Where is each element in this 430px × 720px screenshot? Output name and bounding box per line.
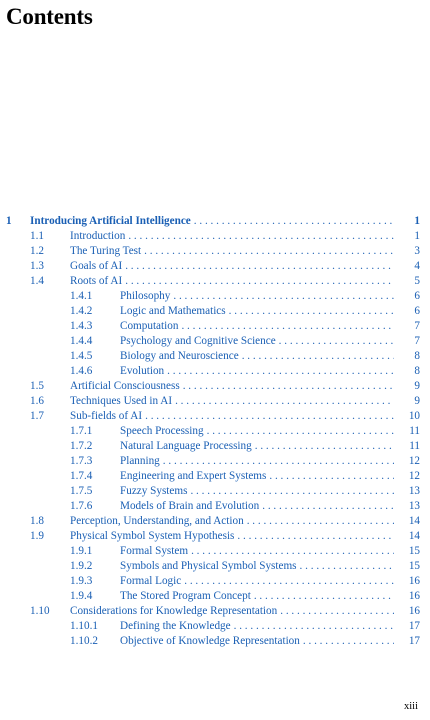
toc-entry-page: 1 <box>414 230 420 242</box>
toc-entry-page: 11 <box>409 440 420 452</box>
toc-entry-link[interactable] <box>120 334 420 349</box>
toc-entry-page: 16 <box>408 605 420 617</box>
toc-entry-page: 12 <box>408 470 420 482</box>
toc-entry-title: Perception, Understanding, and Action <box>70 515 244 527</box>
page-number: xiii <box>403 701 418 712</box>
toc-subsection-row <box>6 319 420 334</box>
toc-entry-page: 16 <box>408 590 420 602</box>
toc-entry-title: Fuzzy Systems <box>120 485 188 497</box>
toc-entry-title: Introducing Artificial Intelligence <box>30 215 191 227</box>
toc-entry-link[interactable] <box>120 589 420 604</box>
toc-entry-page: 13 <box>408 500 420 512</box>
toc-entry-page: 15 <box>408 545 420 557</box>
toc-entry-number: 1.4 <box>30 275 44 287</box>
toc-chapter-row <box>6 214 420 229</box>
toc-subsection-row <box>6 289 420 304</box>
toc-entry-title: Natural Language Processing <box>120 440 252 452</box>
dot-leader <box>204 424 394 439</box>
toc-entry-number: 1.3 <box>30 260 44 272</box>
toc-entry-title: Defining the Knowledge <box>120 620 231 632</box>
toc-entry-title: Techniques Used in AI <box>70 395 173 407</box>
toc-entry-number: 1.4.2 <box>70 305 93 317</box>
toc-entry-page: 6 <box>414 290 420 302</box>
toc-entry-title: Sub-fields of AI <box>70 410 143 422</box>
dot-leader <box>187 484 394 499</box>
toc-entry-number: 1.4.5 <box>70 350 93 362</box>
toc-entry-link[interactable] <box>30 214 420 229</box>
toc-entry-title: Biology and Neuroscience <box>120 350 239 362</box>
toc-entry-page: 1 <box>414 215 420 227</box>
toc-entry-page: 9 <box>414 380 420 392</box>
dot-leader <box>180 379 394 394</box>
toc-entry-number: 1.7.6 <box>70 500 93 512</box>
toc-subsection-row <box>6 499 420 514</box>
toc-entry-title: Roots of AI <box>70 275 123 287</box>
toc-subsection-row <box>6 349 420 364</box>
toc-entry-title: Engineering and Expert Systems <box>120 470 267 482</box>
toc-entry-link[interactable] <box>70 259 420 274</box>
toc-entry-number: 1.7.5 <box>70 485 93 497</box>
dot-leader <box>142 409 394 424</box>
toc-entry-page: 7 <box>414 320 420 332</box>
toc-entry-number: 1.1 <box>30 230 44 242</box>
toc-entry-number: 1.7.1 <box>70 425 93 437</box>
toc-entry-page: 17 <box>408 620 420 632</box>
toc-entry-page: 11 <box>409 425 420 437</box>
toc-subsection-row <box>6 574 420 589</box>
dot-leader <box>244 514 394 529</box>
toc-section-row <box>6 409 420 424</box>
toc-entry-number: 1.10.2 <box>70 635 98 647</box>
toc-entry-page: 5 <box>414 275 420 287</box>
toc-entry-page: 8 <box>414 365 420 377</box>
toc-entry-title: Introduction <box>70 230 126 242</box>
toc-entry-page: 13 <box>408 485 420 497</box>
page-title: Contents <box>6 4 93 29</box>
toc-entry-link[interactable] <box>120 469 420 484</box>
toc-entry-number: 1.9.3 <box>70 575 93 587</box>
toc-subsection-row <box>6 589 420 604</box>
toc-entry-page: 16 <box>408 575 420 587</box>
toc-entry-title: Goals of AI <box>70 260 123 272</box>
toc-entry-number: 1.7.4 <box>70 470 93 482</box>
toc-entry-title: Physical Symbol System Hypothesis <box>70 530 235 542</box>
dot-leader <box>122 259 394 274</box>
toc-entry-number: 1.4.3 <box>70 320 93 332</box>
toc-entry-link[interactable] <box>120 364 420 379</box>
toc-entry-title: Evolution <box>120 365 165 377</box>
toc-entry-link[interactable] <box>70 229 420 244</box>
toc-section-row <box>6 394 420 409</box>
toc-entry-page: 8 <box>414 350 420 362</box>
toc-entry-title: Psychology and Cognitive Science <box>120 335 276 347</box>
toc-entry-title: Objective of Knowledge Representation <box>120 635 300 647</box>
toc-entry-title: Speech Processing <box>120 425 204 437</box>
dot-leader <box>266 469 394 484</box>
toc-subsection-row <box>6 544 420 559</box>
toc-entry-page: 3 <box>414 245 420 257</box>
table-of-contents <box>6 214 420 649</box>
dot-leader <box>276 334 394 349</box>
toc-entry-link[interactable] <box>120 499 420 514</box>
toc-entry-title: The Stored Program Concept <box>120 590 251 602</box>
toc-entry-link[interactable] <box>120 484 420 499</box>
toc-entry-link[interactable] <box>120 319 420 334</box>
toc-entry-link[interactable] <box>120 574 420 589</box>
toc-section-row <box>6 274 420 289</box>
toc-entry-link[interactable] <box>120 544 420 559</box>
toc-section-row <box>6 229 420 244</box>
toc-entry-number: 1.4.6 <box>70 365 93 377</box>
dot-leader <box>170 289 394 304</box>
dot-leader <box>234 529 394 544</box>
toc-section-row <box>6 604 420 619</box>
toc-entry-link[interactable] <box>70 244 420 259</box>
toc-entry-number: 1.6 <box>30 395 44 407</box>
toc-subsection-row <box>6 559 420 574</box>
toc-section-row <box>6 379 420 394</box>
dot-leader <box>252 439 394 454</box>
toc-subsection-row <box>6 304 420 319</box>
toc-subsection-row <box>6 424 420 439</box>
toc-section-row <box>6 244 420 259</box>
dot-leader <box>181 574 394 589</box>
toc-entry-number: 1.9.4 <box>70 590 93 602</box>
dot-leader <box>231 619 394 634</box>
toc-entry-page: 14 <box>408 530 420 542</box>
toc-entry-title: The Turing Test <box>70 245 142 257</box>
toc-entry-link[interactable] <box>70 394 420 409</box>
toc-entry-title: Computation <box>120 320 179 332</box>
dot-leader <box>191 214 394 229</box>
dot-leader <box>172 394 394 409</box>
toc-entry-number: 1.5 <box>30 380 44 392</box>
dot-leader <box>160 454 394 469</box>
toc-subsection-row <box>6 619 420 634</box>
toc-entry-link[interactable] <box>70 274 420 289</box>
toc-entry-link[interactable] <box>70 409 420 424</box>
toc-entry-title: Formal Logic <box>120 575 182 587</box>
toc-entry-link[interactable] <box>120 439 420 454</box>
toc-entry-page: 9 <box>414 395 420 407</box>
toc-entry-page: 4 <box>414 260 420 272</box>
toc-entry-link[interactable] <box>120 349 420 364</box>
dot-leader <box>125 229 394 244</box>
toc-entry-link[interactable] <box>120 559 420 574</box>
toc-entry-title: Considerations for Knowledge Representation <box>70 605 278 617</box>
toc-subsection-row <box>6 364 420 379</box>
toc-entry-number: 1.4.1 <box>70 290 93 302</box>
toc-entry-link[interactable] <box>70 529 420 544</box>
toc-entry-link[interactable] <box>120 289 420 304</box>
dot-leader <box>297 559 394 574</box>
dot-leader <box>188 544 394 559</box>
toc-entry-number: 1.2 <box>30 245 44 257</box>
toc-entry-link[interactable] <box>70 379 420 394</box>
toc-entry-link[interactable] <box>70 514 420 529</box>
toc-entry-link[interactable] <box>120 619 420 634</box>
toc-entry-number: 1.10.1 <box>70 620 98 632</box>
toc-entry-number: 1.10 <box>30 605 50 617</box>
dot-leader <box>259 499 394 514</box>
dot-leader <box>239 349 394 364</box>
toc-subsection-row <box>6 439 420 454</box>
dot-leader <box>122 274 394 289</box>
toc-entry-number: 1.7 <box>30 410 44 422</box>
toc-entry-title: Models of Brain and Evolution <box>120 500 260 512</box>
toc-entry-number: 1.7.2 <box>70 440 93 452</box>
dot-leader <box>141 244 394 259</box>
toc-entry-link[interactable] <box>120 634 420 649</box>
toc-entry-number: 1.9.1 <box>70 545 93 557</box>
toc-subsection-row <box>6 454 420 469</box>
toc-entry-page: 12 <box>408 455 420 467</box>
toc-section-row <box>6 514 420 529</box>
toc-entry-link[interactable] <box>120 304 420 319</box>
toc-entry-link[interactable] <box>120 424 420 439</box>
dot-leader <box>164 364 394 379</box>
toc-entry-page: 17 <box>408 635 420 647</box>
toc-entry-title: Formal System <box>120 545 189 557</box>
toc-entry-page: 15 <box>408 560 420 572</box>
toc-section-row <box>6 259 420 274</box>
toc-entry-page: 14 <box>408 515 420 527</box>
toc-entry-title: Philosophy <box>120 290 171 302</box>
toc-entry-number: 1.9 <box>30 530 44 542</box>
toc-subsection-row <box>6 484 420 499</box>
toc-entry-title: Planning <box>120 455 160 467</box>
dot-leader <box>178 319 394 334</box>
toc-subsection-row <box>6 469 420 484</box>
toc-entry-number: 1 <box>6 215 12 227</box>
toc-entry-number: 1.7.3 <box>70 455 93 467</box>
dot-leader <box>277 604 394 619</box>
dot-leader <box>251 589 394 604</box>
toc-entry-page: 7 <box>414 335 420 347</box>
toc-entry-title: Artificial Consciousness <box>70 380 180 392</box>
toc-entry-page: 6 <box>414 305 420 317</box>
toc-section-row <box>6 529 420 544</box>
dot-leader <box>226 304 394 319</box>
toc-entry-page: 10 <box>408 410 420 422</box>
toc-entry-link[interactable] <box>120 454 420 469</box>
toc-entry-title: Logic and Mathematics <box>120 305 226 317</box>
toc-entry-title: Symbols and Physical Symbol Systems <box>120 560 297 572</box>
toc-subsection-row <box>6 334 420 349</box>
toc-entry-link[interactable] <box>70 604 420 619</box>
dot-leader <box>300 634 394 649</box>
toc-entry-number: 1.8 <box>30 515 44 527</box>
toc-entry-number: 1.9.2 <box>70 560 93 572</box>
toc-subsection-row <box>6 634 420 649</box>
toc-entry-number: 1.4.4 <box>70 335 93 347</box>
